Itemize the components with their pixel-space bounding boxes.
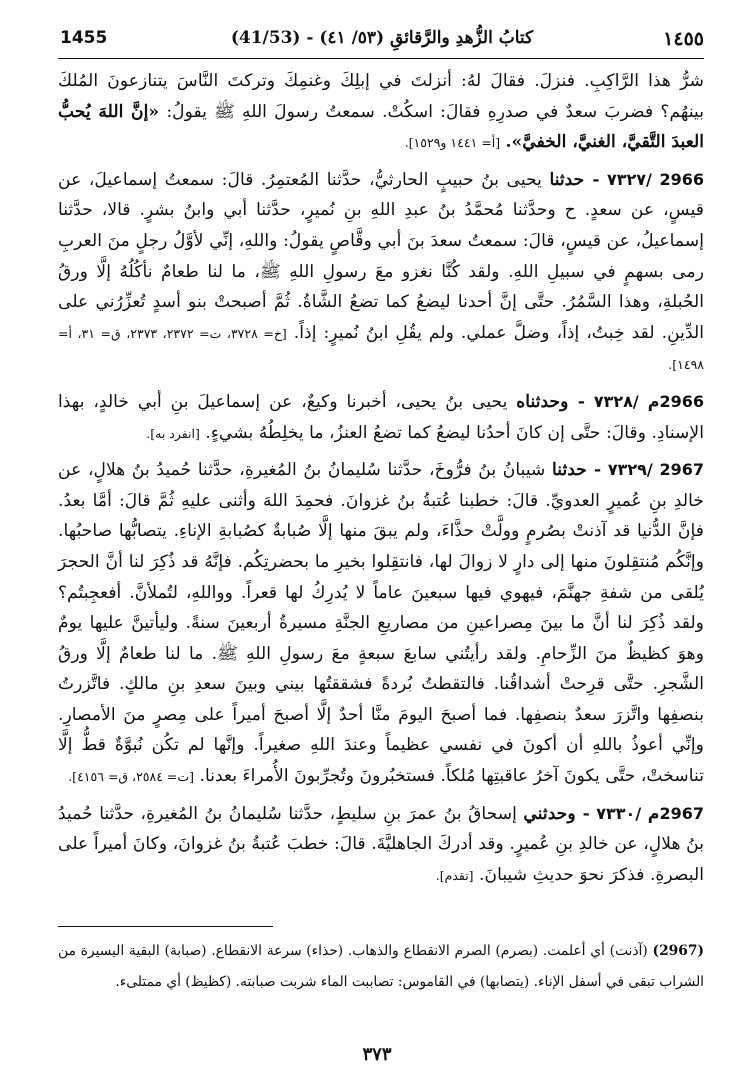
hadith-text: يحيى بنُ حبيبٍ الحارثيُّ، حدَّثنا المُعتمِرُ. قالَ: سمعتُ إسماعيلَ، عن قيسٍ، عن سعدٍ. ح وحدَّثنا مُحمَّدُ بنُ عبدِ اللهِ بنِ نُميرٍ، حدَّثنا أبي وابنُ بشرٍ. قالا، حدَّثنا إسماعيلُ، عن قيسٍ، قالَ: سمعتُ سعدَ بنَ أبي وقَّاصٍ يقولُ: واللهِ، إنِّي لأوَّلُ رجلٍ منَ العربِ رمى بسهمٍ في سبيلِ اللهِ. ولقد كُنَّا نغزو معَ رسولِ اللهِ ﷺ، ما لنا طعامٌ نأكُلُهُ إلَّا ورقُ الحُبلةِ، وهذا السَّمُرُ. حتَّى إنَّ أحدنا ليضعُ كما تضعُ الشَّاةُ. ثُمَّ أصبحتْ بنو أسدٍ تُعزِّرُني على الدِّينِ. لقد خِبتُ، إذاً، وضلَّ عملي. ولم يقُلِ ابنُ نُميرٍ: إذاً. [58, 169, 704, 343]
cross-reference: [تقدم]. [435, 867, 474, 883]
hadith-number: 2966 /٧٣٢٧ [606, 169, 704, 189]
cross-reference: [خ= ٣٧٢٨، ت= ٢٣٧٢، ٢٣٧٣، ق= ٣١، أ= ١٤٩٨]. [58, 325, 704, 373]
hadith-number: 2966م /٧٣٢٨ [593, 391, 704, 411]
hadith-lead: - حدثنا [552, 460, 602, 481]
footnote-number: (2967) [652, 943, 704, 959]
continued-hadith [58, 66, 704, 159]
hadith-lead: - وحدثناه [516, 391, 585, 412]
footnote [58, 936, 704, 998]
hadith-7330 [58, 799, 704, 892]
header-rule [58, 58, 704, 59]
hadith-text: شرُّ هذا الرَّاكِبِ. فنزلَ. فقالَ لهُ: أنزلتَ في إبلِكَ وغنمِكَ وتركتَ النَّاسَ يتنازعونَ المُلكَ بينهُم؟ فضربَ سعدٌ في صدرِهِ فقالَ: اسكُتْ. سمعتُ رسولَ اللهِ ﷺ يقولُ: [58, 71, 704, 122]
footnote-rule [58, 926, 273, 927]
page-number-latin: 1455 [60, 28, 108, 48]
prophetic-saying: «إنَّ اللهَ يُحبُّ العبدَ التَّقيَّ، الغنيَّ، الخفيَّ». [58, 101, 704, 153]
hadith-text: شيبانُ بنُ فرُّوخَ، حدَّثنا سُليمانُ بنُ المُغيرةِ، حدَّثنا حُميدُ بنُ هلالٍ، عن خالدِ بنِ عُميرٍ العدويِّ. قالَ: خطبنا عُتبةُ بنُ غزوانَ. فحمِدَ اللهَ وأثنى عليهِ ثُمَّ قالَ: أمَّا بعدُ. فإنَّ الدُّنيا قد آذنتْ بصُرمٍ وولَّتْ حذَّاءَ، ولم يبقَ منها إلَّا صُبابةٌ كصُبابةِ الإناءِ. يتصابُّها صاحبُها. وإنَّكُم مُنتقِلونَ منها إلى دارٍ لا زوالَ لها، فانتقِلوا بخيرِ ما بحضرتِكُم. فإنَّهُ قد ذُكِرَ لنا أنَّ الحجرَ يُلقى من شفةِ جهنَّمَ، فيهوي فيها سبعينَ عاماً لا يُدرِكُ لها قعراً. وواللهِ، لتُملأنَّ. أفعجِبتُم؟ ولقد ذُكِرَ لنا أنَّ ما بينَ مِصراعينِ من مصاريعِ الجنَّةِ مسيرةُ أربعينَ سنةً. وليأتينَّ عليها يومٌ وهوَ كظيظٌ منَ الزِّحامِ. ولقد رأيتُني سابعَ سبعةٍ معَ رسولِ اللهِ ﷺ. ما لنا طعامٌ إلَّا ورقُ الشَّجرِ. حتَّى قرِحتْ أشداقُنا. فالتقطتُ بُردةً فشققتُها بيني وبينَ سعدِ بنِ مالكٍ. فاتَّزرتُ بنصفِها واتَّزرَ سعدٌ بنصفِها. فما أصبحَ اليومَ منَّا أحدٌ إلَّا أصبحَ أميراً على مِصرٍ منَ الأمصارِ. وإنِّي أعوذُ باللهِ أن أكونَ في نفسي عظيماً وعندَ اللهِ صغيراً. وإنَّها لم تكُن نُبوَّةٌ قطُّ إلَّا تناسختْ، حتَّى يكونَ آخرُ عاقبتِها مُلكاً. فستخبُرونَ وتُجرِّبونَ الأُمراءَ بعدنا. [58, 460, 704, 787]
hadith-7327 [58, 165, 704, 381]
hadith-number: 2967م /٧٣٣٠ [596, 803, 704, 823]
page-number-arabic: ١٤٥٥ [663, 28, 704, 50]
page-header [60, 28, 704, 56]
main-text [58, 66, 704, 897]
cross-reference: [ت= ٢٥٨٤، ق= ٤١٥٦]. [68, 769, 195, 785]
footnote-text: (آذنت) أي أعلمت. (بصرم) الصرم الانقطاع والذهاب. (حذاء) سرعة الانقطاع. (صبابة) البقية اليسيرة من الشراب تبقى في أسفل الإناء. (يتصابها) في القاموس: تصاببت الماء شربت صبابته. (كظيظ) أي ممتلىء. [58, 943, 704, 990]
cross-reference: [انفرد به]. [146, 425, 200, 441]
running-title: (41/53) - كتابُ الزُّهدِ والرَّقائقِ (٥٣/ ٤١) [230, 28, 534, 48]
hadith-text: إسحاقُ بنُ عمرَ بنِ سليطٍ، حدَّثنا سُليمانُ بنُ المُغيرةِ، حدَّثنا حُميدُ بنُ هلالٍ، عن خالدِ بنِ عُميرٍ. وقد أدركَ الجاهليَّةَ. قالَ: خطبَ عُتبةُ بنُ غزوانَ، وكانَ أميراً على البصرةِ. فذكرَ نحوَ حديثِ شيبانَ. [58, 803, 704, 885]
hadith-lead: - حدثنا [549, 169, 600, 190]
hadith-number: 2967 /٧٣٢٩ [607, 460, 704, 480]
cross-reference: [أ= ١٤٤١ و١٥٢٩]. [404, 135, 501, 151]
page-number-bottom: ٣٧٣ [362, 1044, 392, 1065]
hadith-7329 [58, 455, 704, 793]
hadith-text: يحيى بنُ يحيى، أخبرنا وكيعٌ، عن إسماعيلَ بنِ أبي خالدٍ، بهذا الإسنادِ. وقالَ: حتَّى إن كانَ أحدُنا ليضعُ كما تضعُ العنزُ، ما يخلِطُهُ بشيءٍ. [58, 391, 704, 443]
hadith-lead: - وحدثني [523, 803, 590, 824]
hadith-7328 [58, 387, 704, 449]
